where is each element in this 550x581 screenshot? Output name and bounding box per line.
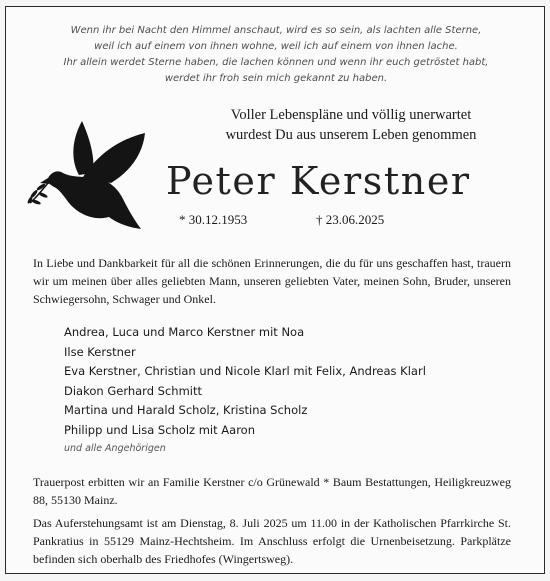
quote-line: Ihr allein werdet Sterne haben, die lachen können und wenn ihr euch getröstet habt, <box>63 57 489 68</box>
thanks-paragraph: In Liebe und Dankbarkeit für all die schönen Erinnerungen, die du für uns geschaffen hast, trauern wir um meinen über alles geliebten Mann, unseren geliebten Vater, meinen Sohn, Bruder, unseren Schwiegersohn, Schwager und Onkel. <box>33 256 511 306</box>
intro-line: wurdest Du aus unserem Leben genommen <box>225 127 477 143</box>
mourner-line: Martina und Harald Scholz, Kristina Scholz <box>64 403 308 417</box>
dove-with-olive-branch-icon <box>27 117 149 235</box>
mourning-post-note: Trauerpost erbitten wir an Familie Kerstner c/o Grünewald * Baum Bestattungen, Heiligkreuzweg 88, 55130 Mainz. <box>33 475 511 507</box>
mourner-line: Diakon Gerhard Schmitt <box>64 383 202 398</box>
intro-text <box>176 105 526 145</box>
memorial-quote <box>26 23 526 87</box>
quote-line: werdet ihr froh sein mich gekannt zu haben. <box>164 73 388 84</box>
mourner-line: Andrea, Luca und Marco Kerstner mit Noa <box>64 325 305 339</box>
mourners-list <box>64 323 524 458</box>
mourner-line: Ilse Kerstner <box>64 344 136 359</box>
mourner-line: Philipp und Lisa Scholz mit Aaron <box>64 422 256 437</box>
relatives-line: und alle Angehörigen <box>64 443 166 454</box>
intro-line: Voller Lebenspläne und völlig unerwartet <box>230 107 472 123</box>
birth-date: * 30.12.1953 <box>179 212 248 227</box>
deceased-name: Peter Kerstner <box>166 159 471 203</box>
quote-line: weil ich auf einem von ihnen wohne, weil ich auf einem von ihnen lache. <box>94 41 458 52</box>
service-note: Das Auferstehungsamt ist am Dienstag, 8. Juli 2025 um 11.00 in der Katholischen Pfarrkirche St. Pankratius in 55129 Mainz-Hechtsheim. Im Anschluss erfolgt die Urnenbeisetzung. Parkplätze befinden sich oberhalb des Friedhofes (Wingertsweg). <box>33 516 511 566</box>
mourner-line: Eva Kerstner, Christian und Nicole Klarl mit Felix, Andreas Klarl <box>64 364 426 378</box>
obituary-notice <box>5 6 545 574</box>
death-date: † 23.06.2025 <box>316 212 385 227</box>
quote-line: Wenn ihr bei Nacht den Himmel anschaut, wird es so sein, als lachten alle Sterne, <box>70 25 482 36</box>
